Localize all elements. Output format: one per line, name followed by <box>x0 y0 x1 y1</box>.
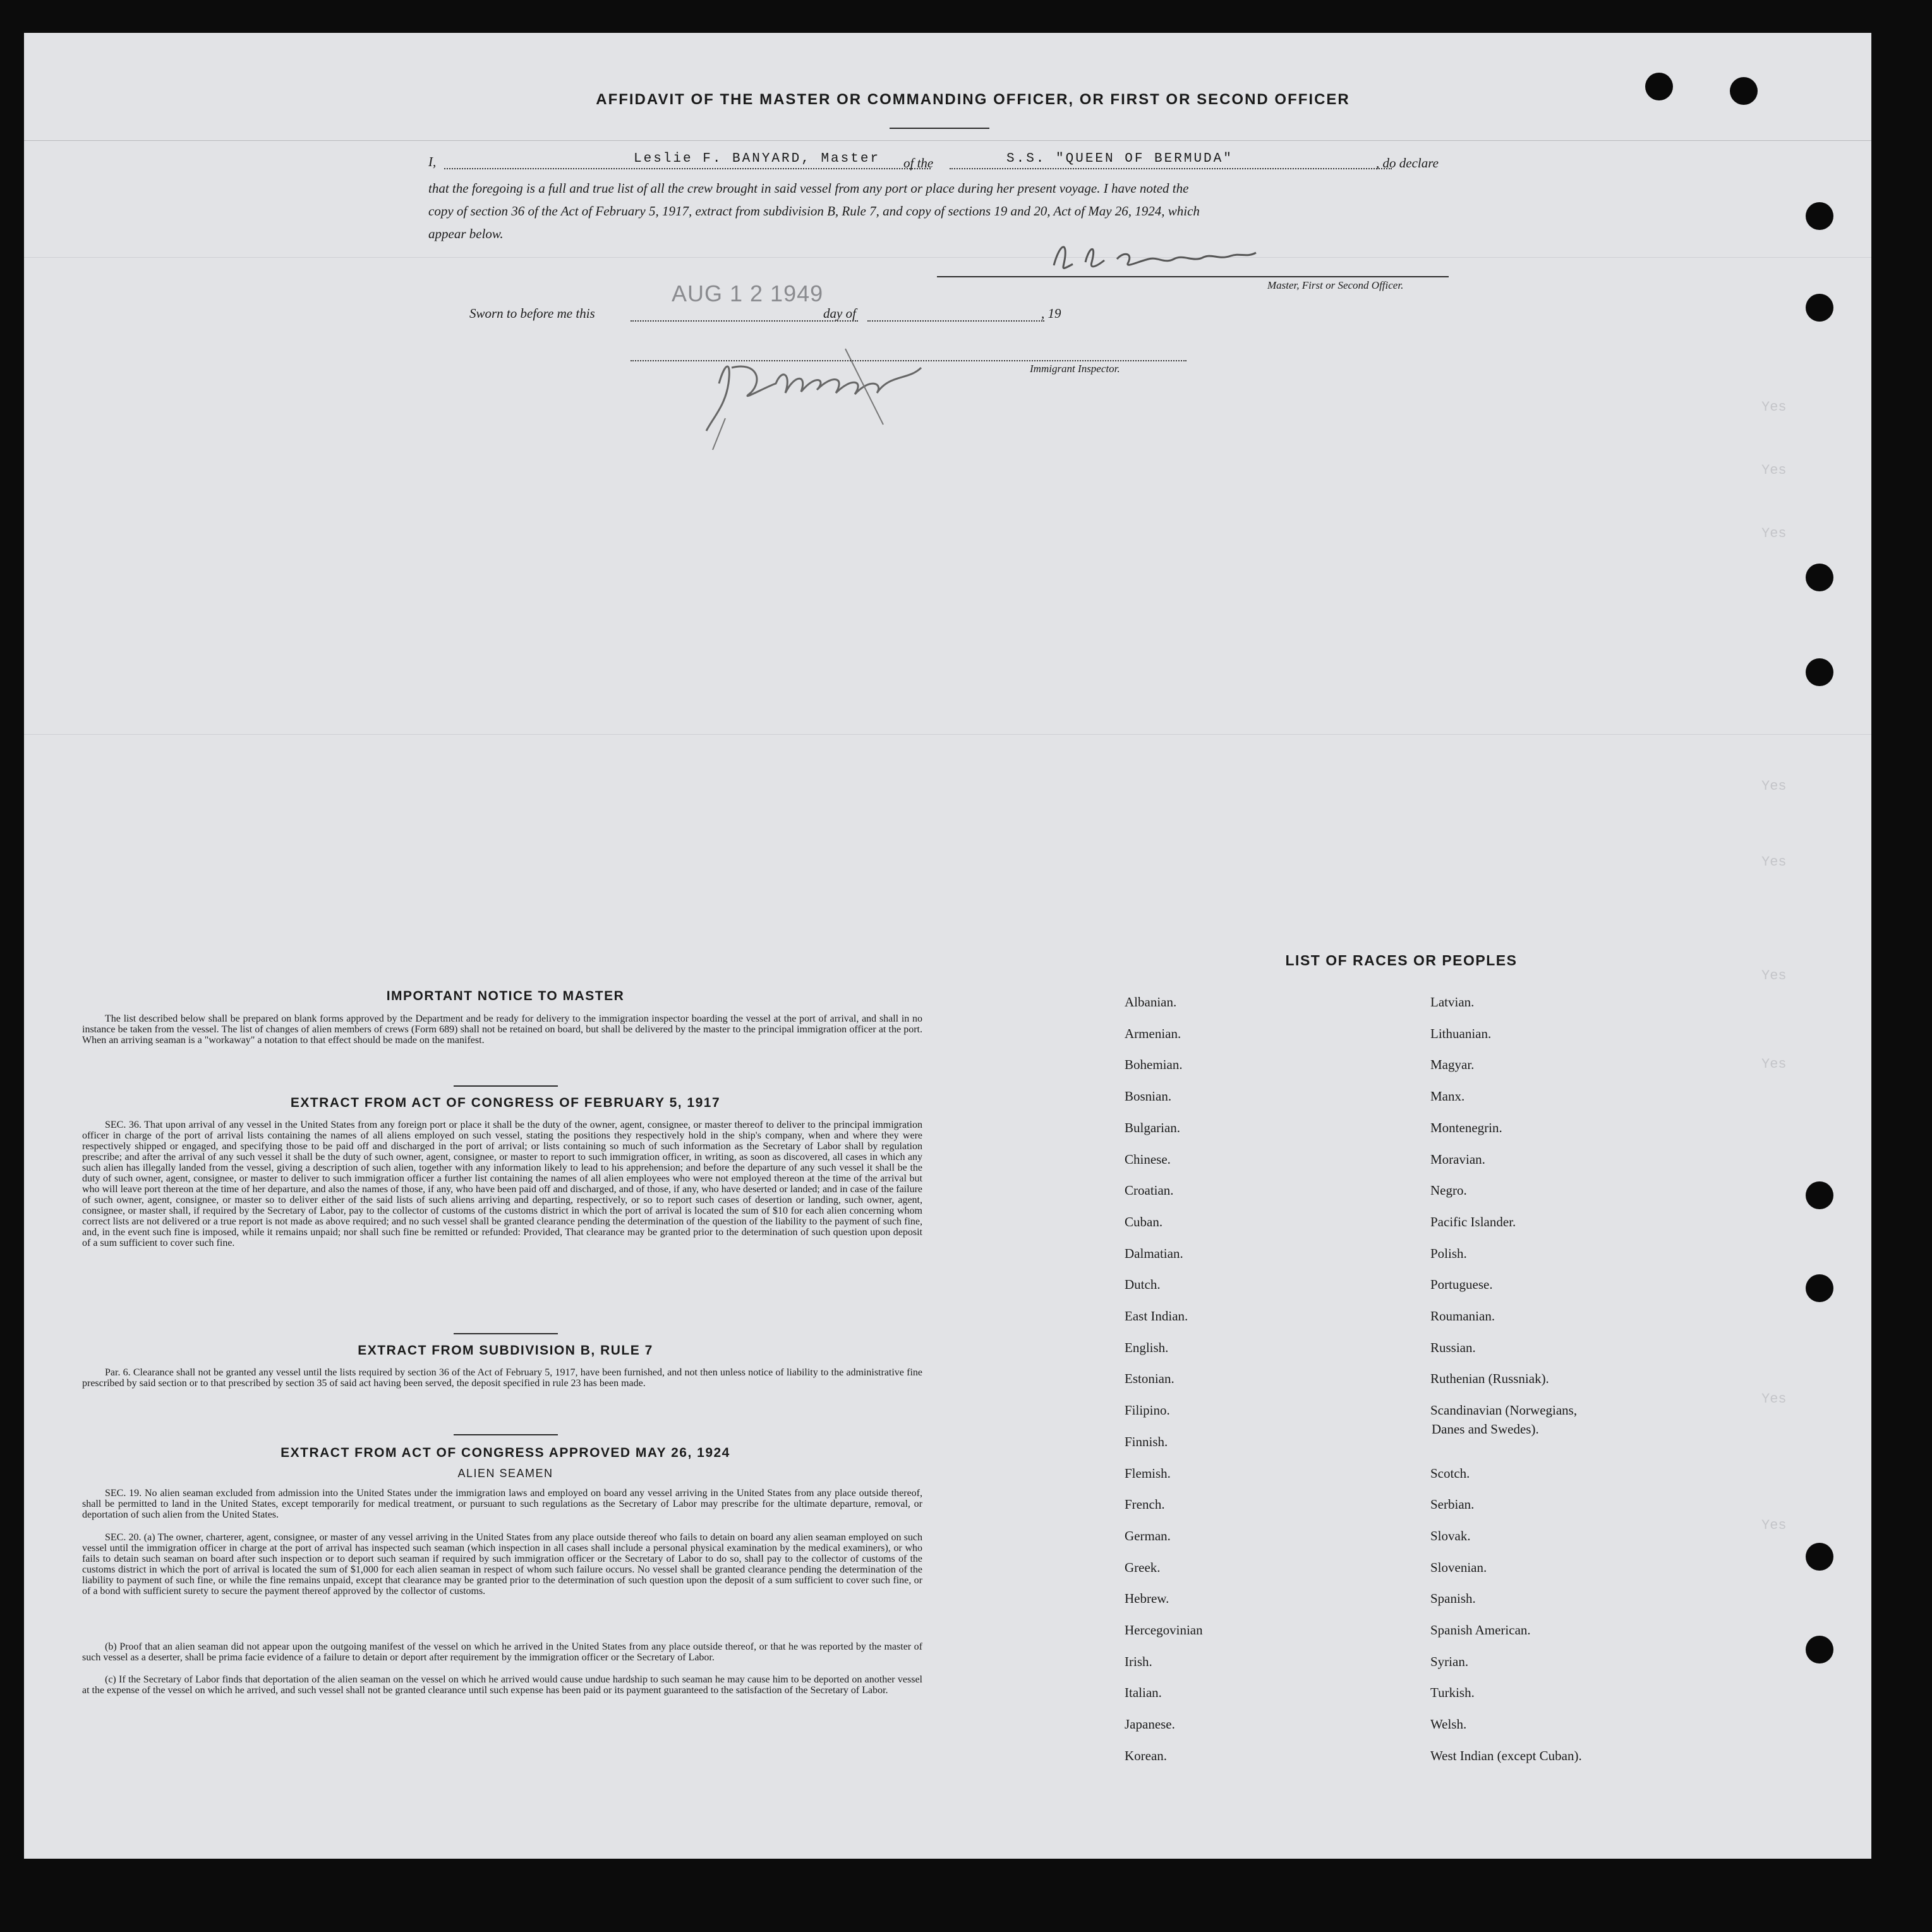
race-item: Slovenian. <box>1430 1560 1487 1575</box>
race-item: Bulgarian. <box>1125 1120 1181 1135</box>
race-item: West Indian (except Cuban). <box>1430 1748 1582 1763</box>
declaration-line2: that the foregoing is a full and true list of all the crew brought in said vessel from any port or place during her present voyage. I have noted the <box>428 181 1189 196</box>
race-item-continuation: Danes and Swedes). <box>1432 1422 1539 1437</box>
declaration-i-label: I, <box>428 154 437 169</box>
year-prefix-label: , 19 <box>1041 306 1061 321</box>
sworn-month-line <box>867 320 1044 322</box>
race-item: Irish. <box>1125 1654 1152 1669</box>
bleed-through-text: Yes <box>1761 399 1787 415</box>
race-item: Chinese. <box>1125 1152 1171 1167</box>
punch-hole-icon <box>1806 1274 1833 1302</box>
race-item: Bosnian. <box>1125 1089 1172 1104</box>
race-item: Filipino. <box>1125 1403 1170 1418</box>
punch-hole-icon <box>1806 1636 1833 1663</box>
declaration-line4: appear below. <box>428 226 504 241</box>
race-item: Finnish. <box>1125 1434 1168 1449</box>
race-item: French. <box>1125 1497 1165 1512</box>
sworn-label: Sworn to before me this <box>469 306 595 321</box>
punch-hole-icon <box>1806 294 1833 322</box>
race-item: Negro. <box>1430 1183 1467 1198</box>
declaration-line3: copy of section 36 of the Act of February 5, 1917, extract from subdivision B, Rule 7, and copy of sections 19 and 20, Act of May 26, 1924, which <box>428 203 1200 219</box>
race-item: Albanian. <box>1125 994 1177 1010</box>
section-20c-text: (c) If the Secretary of Labor finds that deportation of the alien seaman on the vessel on which he arrived would cause undue hardship to such seaman he may cause him to be deported on another vessel at the expense of the vessel on which he arrived, and such vessel shall not be granted clearance until such expense has been paid or its payment guaranteed to the satisfaction of the Secretary of Labor. <box>82 1674 922 1696</box>
extract-1917-body: SEC. 36. That upon arrival of any vessel in the United States from any foreign port or place it shall be the duty of the owner, agent, consignee, or master thereof to deliver to the principal immigration officer in charge of the port of arrival lists containing the names of all aliens employed on such vessel, stating the positions they respectively hold in the ship's company, when and where they were respectively shipped or engaged, and specifying those to be paid off and discharged in the port of arrival; or lists containing so much of such information as the Secretary of Labor shall by regulation prescribe; and after the arrival of any such vessel it shall be the duty of such owner, agent, consignee, or master to report to such immigration officer, in writing, as soon as discovered, all cases in which any such alien has illegally landed from the vessel, giving a description of such alien, together with any information likely to lead to his apprehension; and before the departure of any such vessel it shall be the duty of such owner, agent, consignee, or master to deliver to such immigration officer a further list containing the names of all alien employees who were not employed thereon at the time of the arrival but who will leave port thereon at the time of her departure, and also the names of those, if any, who have been paid off and discharged, and of those, if any, who have deserted or landed; and in case of the failure of such owner, agent, consignee, or master so to deliver either of the said lists of such aliens arriving and departing, respectively, or so to report such cases of desertion or landing, such owner, agent, consignee, or master shall, if required by the Secretary of Labor, pay to the collector of customs of the customs district in which the port of arrival is located the sum of $10 for each alien concerning whom correct lists are not delivered or a true report is not made as above required; and no such vessel shall be granted clearance pending the determination of the question of the liability to the payment of such fine, and, in the event such fine is imposed, while it remains unpaid; nor shall such fine be remitted or refunded: Provided, That clearance may be granted prior to the determination of such question upon deposit of a sum sufficient to cover such fine. <box>82 1120 922 1248</box>
race-item: German. <box>1125 1528 1171 1543</box>
section-divider <box>454 1333 558 1334</box>
race-item: Ruthenian (Russniak). <box>1430 1371 1549 1386</box>
race-item: Bohemian. <box>1125 1057 1183 1072</box>
race-item: Scotch. <box>1430 1466 1470 1481</box>
section-20b-text: (b) Proof that an alien seaman did not appear upon the outgoing manifest of the vessel on which he arrived in the United States from any place outside thereof, or that he was reported by the master of such vessel as a deserter, shall be prima facie evidence of a failure to detain or deport after requirement by the immigration officer or the Secretary of Labor. <box>82 1641 922 1663</box>
punch-hole-icon <box>1806 658 1833 686</box>
race-item: Russian. <box>1430 1340 1476 1355</box>
race-item: Flemish. <box>1125 1466 1171 1481</box>
declaration-of-label: of the <box>903 155 934 171</box>
bleed-through-text: Yes <box>1761 778 1787 794</box>
race-item: Estonian. <box>1125 1371 1174 1386</box>
race-item: Serbian. <box>1430 1497 1475 1512</box>
race-item: Spanish American. <box>1430 1622 1531 1638</box>
race-item: Latvian. <box>1430 994 1475 1010</box>
race-item: Moravian. <box>1430 1152 1485 1167</box>
race-item: Dalmatian. <box>1125 1246 1183 1261</box>
race-item: Spanish. <box>1430 1591 1476 1606</box>
master-name-field: Leslie F. BANYARD, Master <box>634 152 881 166</box>
race-item: Portuguese. <box>1430 1277 1493 1292</box>
race-item: East Indian. <box>1125 1308 1188 1324</box>
race-item: Magyar. <box>1430 1057 1475 1072</box>
race-item: English. <box>1125 1340 1169 1355</box>
bleed-through-text: Yes <box>1761 462 1787 478</box>
faint-ruled-line <box>24 140 1871 141</box>
race-item: Korean. <box>1125 1748 1168 1763</box>
race-item: Manx. <box>1430 1089 1465 1104</box>
race-item: Polish. <box>1430 1246 1467 1261</box>
document-page <box>24 33 1871 1859</box>
bleed-through-text: Yes <box>1761 1056 1787 1072</box>
notice-heading: IMPORTANT NOTICE TO MASTER <box>386 989 625 1003</box>
section-20a-text: SEC. 20. (a) The owner, charterer, agent, consignee, or master of any vessel arriving in the United States from any place outside thereof who fails to detain on board any alien seaman employed on such vessel until the immigration officer in charge at the port of arrival has inspected such seaman (which inspection in all cases shall include a personal physical examination by the medical examiners), or who fails to detain such seaman on board after such inspection or to deport such seaman if required by such immigration officer or the Secretary of Labor to do so, shall pay to the collector of customs of the customs district in which the port of arrival is located the sum of $1,000 for each alien seaman in respect of whom such failure occurs. No vessel shall be granted clearance pending the determination of the liability to payment of such fine, or while the fine remains unpaid, except that clearance may be granted prior to the determination of such question upon the deposit of a sum sufficient to cover such fine, or of a bond with sufficient surety to secure the payment thereof approved by the collector of customs. <box>82 1532 922 1597</box>
race-item: Roumanian. <box>1430 1308 1495 1324</box>
inspector-signature <box>656 323 1010 475</box>
bleed-through-text: Yes <box>1761 1391 1787 1407</box>
vessel-field-line <box>950 168 1392 169</box>
bleed-through-text: Yes <box>1761 854 1787 870</box>
race-item: Hercegovinian <box>1125 1622 1203 1638</box>
race-item: Cuban. <box>1125 1214 1163 1229</box>
race-item: Montenegrin. <box>1430 1120 1502 1135</box>
punch-hole-icon <box>1806 202 1833 230</box>
race-item: Greek. <box>1125 1560 1161 1575</box>
declaration-do-declare: , do declare <box>1376 155 1439 171</box>
punch-hole-icon <box>1806 1181 1833 1209</box>
inspector-label: Immigrant Inspector. <box>1030 363 1120 375</box>
extract-1924-heading: EXTRACT FROM ACT OF CONGRESS APPROVED MAY 26, 1924 <box>281 1446 730 1460</box>
race-item: Syrian. <box>1430 1654 1469 1669</box>
extract-rule7-heading: EXTRACT FROM SUBDIVISION B, RULE 7 <box>358 1343 653 1358</box>
race-item: Welsh. <box>1430 1717 1467 1732</box>
name-field-line <box>444 168 931 169</box>
race-item: Slovak. <box>1430 1528 1471 1543</box>
race-item: Turkish. <box>1430 1685 1475 1700</box>
notice-body: The list described below shall be prepared on blank forms approved by the Department and be ready for delivery to the immigration inspector boarding the vessel at the port of arrival, and shall in no instance be taken from the vessel. The list of changes of alien members of crews (Form 689) shall not be retained on board, but shall be delivered by the master to the principal immigration officer at the port. When an arriving seaman is a "workaway" a notation to that effect should be made on the manifest. <box>82 1013 922 1046</box>
section-19-text: SEC. 19. No alien seaman excluded from admission into the United States under the immigration laws and employed on board any vessel arriving in the United States from any place outside thereof, shall be permitted to land in the United States, except temporarily for medical treatment, or pursuant to such regulations as the Secretary of Labor may prescribe for the ultimate departure, removal, or deportation of such alien from the United States. <box>82 1488 922 1520</box>
race-item: Hebrew. <box>1125 1591 1169 1606</box>
race-item: Dutch. <box>1125 1277 1161 1292</box>
title-underline <box>890 128 989 129</box>
extract-1917-heading: EXTRACT FROM ACT OF CONGRESS OF FEBRUARY 5, 1917 <box>290 1096 721 1110</box>
race-item: Armenian. <box>1125 1026 1181 1041</box>
bleed-through-text: Yes <box>1761 968 1787 984</box>
extract-rule7-body: Par. 6. Clearance shall not be granted any vessel until the lists required by section 36 of the Act of February 5, 1917, have been furnished, and not then unless notice of liability to the administrative fine prescribed by said section or to that prescribed by section 35 of said act having been served, the deposit specified in rule 23 has been made. <box>82 1367 922 1389</box>
alien-seamen-subheading: ALIEN SEAMEN <box>457 1467 553 1480</box>
punch-hole-icon <box>1806 1543 1833 1571</box>
punch-hole-icon <box>1806 564 1833 591</box>
faint-ruled-line <box>24 257 1871 258</box>
races-heading: LIST OF RACES OR PEOPLES <box>1285 952 1518 969</box>
vessel-name-field: S.S. "QUEEN OF BERMUDA" <box>1006 152 1233 166</box>
faint-ruled-line <box>24 734 1871 735</box>
race-item: Croatian. <box>1125 1183 1174 1198</box>
race-item: Pacific Islander. <box>1430 1214 1516 1229</box>
bleed-through-text: Yes <box>1761 1518 1787 1533</box>
race-item: Japanese. <box>1125 1717 1175 1732</box>
race-item: Scandinavian (Norwegians, <box>1430 1403 1578 1418</box>
section-divider <box>454 1434 558 1435</box>
page-title: AFFIDAVIT OF THE MASTER OR COMMANDING OFFICER, OR FIRST OR SECOND OFFICER <box>596 91 1350 108</box>
master-title-label: Master, First or Second Officer. <box>1267 279 1404 291</box>
inspector-signature-line <box>631 360 1186 361</box>
race-item: Lithuanian. <box>1430 1026 1492 1041</box>
master-signature-line <box>937 276 1449 277</box>
date-stamp: AUG 1 2 1949 <box>672 281 824 306</box>
bleed-through-text: Yes <box>1761 526 1787 541</box>
section-divider <box>454 1085 558 1087</box>
race-item: Italian. <box>1125 1685 1162 1700</box>
day-of-label: day of <box>823 306 856 321</box>
